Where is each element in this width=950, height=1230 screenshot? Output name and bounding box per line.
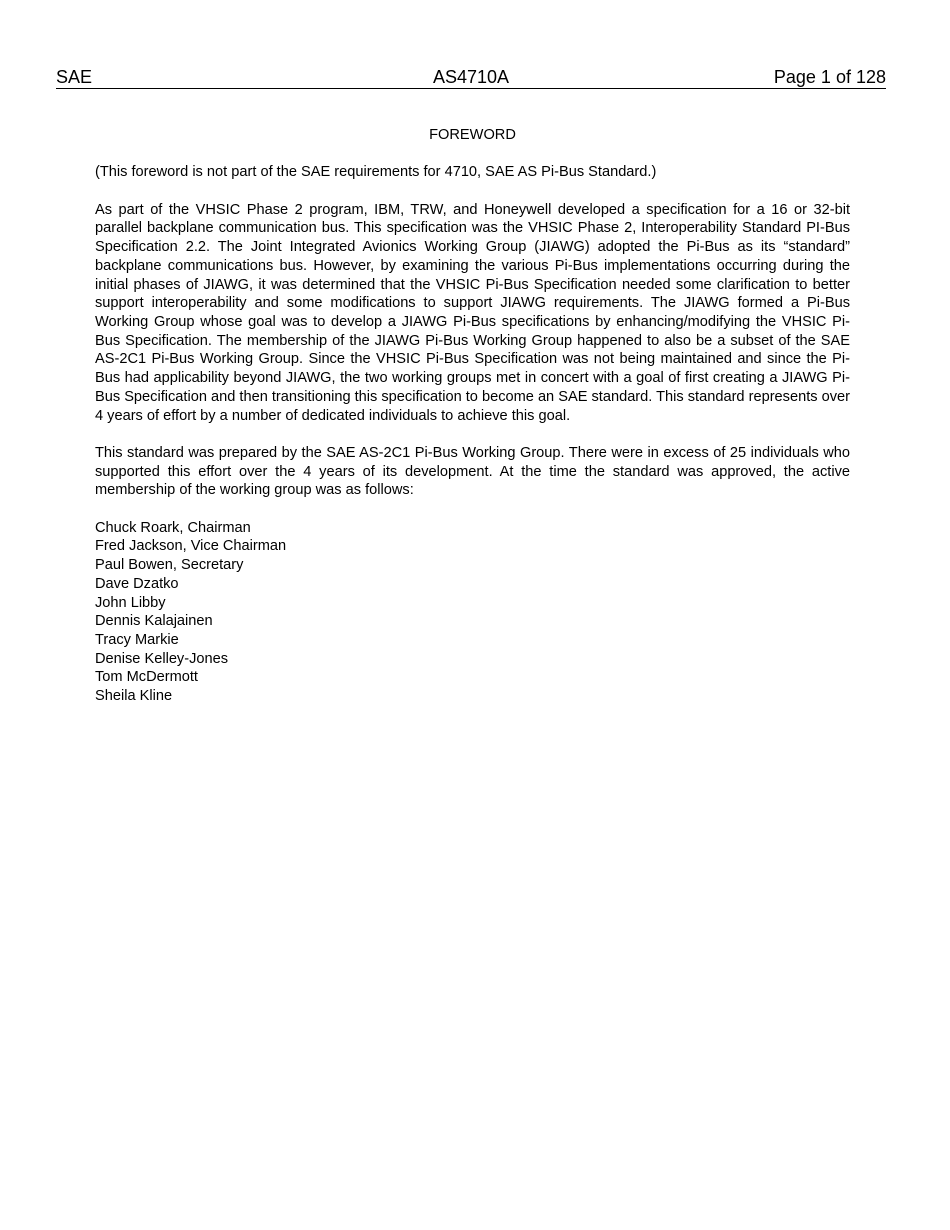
- header-org: SAE: [56, 67, 93, 87]
- header-page-number: Page 1 of 128: [773, 67, 886, 87]
- member-list-item: Fred Jackson, Vice Chairman: [95, 538, 287, 555]
- foreword-section: [95, 126, 850, 706]
- foreword-paragraph-1: As part of the VHSIC Phase 2 program, IBM, TRW, and Honeywell developed a specification for a 16 or 32-bit parallel backplane communication bus. This specification was the VHSIC Phase 2, Interoperability Standard PI-Bus Specification 2.2. The Joint Integrated Avionics Working Group (JIAWG) adopted the Pi-Bus as its “standard” backplane communications bus. However, by examining the various Pi-Bus implementations occurring during the initial phases of JIAWG, it was determined that the VHSIC Pi-Bus Specification needed some clarification to better support interoperability and some modifications to support JIAWG requirements. The JIAWG formed a Pi-Bus Working Group whose goal was to develop a JIAWG Pi-Bus specifications by enhancing/modifying the VHSIC Pi-Bus Specification. The membership of the JIAWG Pi-Bus Working Group happened to also be a subset of the SAE AS-2C1 Pi-Bus Working Group. Since the VHSIC Pi-Bus Specification was not being maintained and since the Pi-Bus had applicability beyond JIAWG, the two working groups met in concert with a goal of first creating a JIAWG Pi-Bus Specification and then transitioning this specification to become an SAE standard. This standard represents over 4 years of effort by a number of dedicated individuals to achieve this goal.: [95, 201, 850, 424]
- member-list-item: John Libby: [95, 594, 166, 611]
- member-list-item: Tom McDermott: [95, 669, 198, 686]
- member-list: [95, 519, 850, 706]
- foreword-paragraph-2: This standard was prepared by the SAE AS-2C1 Pi-Bus Working Group. There were in excess of 25 individuals who supported this effort over the 4 years of its development. At the time the standard was approved, the active membership of the working group was as follows:: [95, 444, 850, 499]
- member-list-item: Paul Bowen, Secretary: [95, 557, 244, 574]
- member-list-item: Sheila Kline: [95, 688, 173, 705]
- member-list-item: Dave Dzatko: [95, 575, 179, 592]
- member-list-item: Tracy Markie: [95, 631, 179, 648]
- foreword-note: (This foreword is not part of the SAE requirements for 4710, SAE AS Pi-Bus Standard.): [95, 164, 657, 181]
- page-header: [56, 66, 886, 89]
- member-list-item: Dennis Kalajainen: [95, 613, 213, 630]
- member-list-item: Denise Kelley-Jones: [95, 650, 229, 667]
- header-doc-number: AS4710A: [432, 67, 510, 87]
- foreword-title: FOREWORD: [429, 127, 516, 143]
- member-list-item: Chuck Roark, Chairman: [95, 519, 251, 536]
